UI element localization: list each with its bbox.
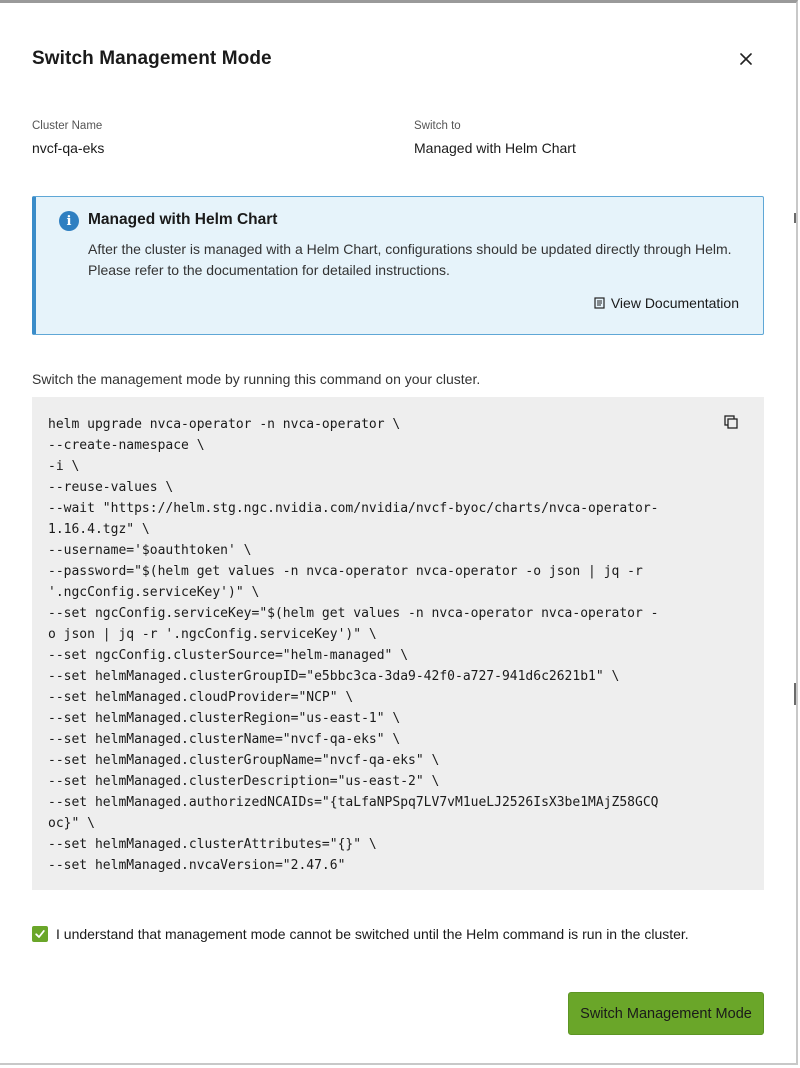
view-documentation-link[interactable] [594, 295, 739, 311]
command-code-block [32, 397, 764, 890]
checkmark-icon [34, 928, 46, 940]
info-title: Managed with Helm Chart [88, 211, 278, 228]
copy-button[interactable] [724, 415, 742, 433]
document-icon [594, 297, 605, 309]
info-banner [32, 196, 764, 335]
acknowledgement-checkbox[interactable] [32, 926, 48, 942]
close-icon [740, 53, 752, 65]
info-icon: i [59, 211, 79, 231]
dialog-title: Switch Management Mode [32, 48, 272, 69]
helm-command-text: helm upgrade nvca-operator -n nvca-operator \ --create-namespace \ -i \ --reuse-values \ --wait "https://helm.stg.ngc.nvidia.com/nvidia/nvcf-byoc/charts/nvca-operator- 1.16.4.tgz" \ --username='$oauthtoken' \ --password="$(helm get values -n nvca-operator nvca-operator -o json | jq -r '.ngcConfig.serviceKey')" \ --set ngcConfig.serviceKey="$(helm get values -n nvca-operator nvca-operator - o json | jq -r '.ngcConfig.serviceKey')" \ --set ngcConfig.clusterSource="helm-managed" \ --set helmManaged.clusterGroupID="e5bbc3ca-3da9-42f0-a727-941d6c2621b1" \ --set helmManaged.cloudProvider="NCP" \ --set helmManaged.clusterRegion="us-east-1" \ --set helmManaged.clusterName="nvcf-qa-eks" \ --set helmManaged.clusterGroupName="nvcf-qa-eks" \ --set helmManaged.clusterDescription="us-east-2" \ --set helmManaged.authorizedNCAIDs="{taLfaNPSpq7LV7vM1ueLJ2526IsX3be1MAjZ58GCQ oc}" \ --set helmManaged.clusterAttributes="{}" \ --set helmManaged.nvcaVersion="2.47.6" [48, 417, 659, 873]
acknowledgement-label: I understand that management mode cannot be switched until the Helm command is run in the cluster. [56, 926, 689, 942]
info-body: After the cluster is managed with a Helm Chart, configurations should be updated directly through Helm. Please refer to the documentation for detailed instructions. [88, 241, 732, 278]
close-button[interactable] [735, 48, 757, 70]
view-documentation-label: View Documentation [610, 295, 739, 311]
command-instruction: Switch the management mode by running this command on your cluster. [32, 371, 481, 387]
acknowledgement-row [32, 926, 689, 942]
switch-management-mode-dialog [0, 6, 796, 1068]
switch-to-value: Managed with Helm Chart [414, 140, 576, 156]
cluster-name-value: nvcf-qa-eks [32, 140, 105, 156]
copy-icon [724, 415, 738, 429]
cluster-name-label: Cluster Name [32, 120, 103, 132]
switch-management-mode-button[interactable]: Switch Management Mode [568, 992, 764, 1035]
switch-to-label: Switch to [414, 120, 461, 132]
